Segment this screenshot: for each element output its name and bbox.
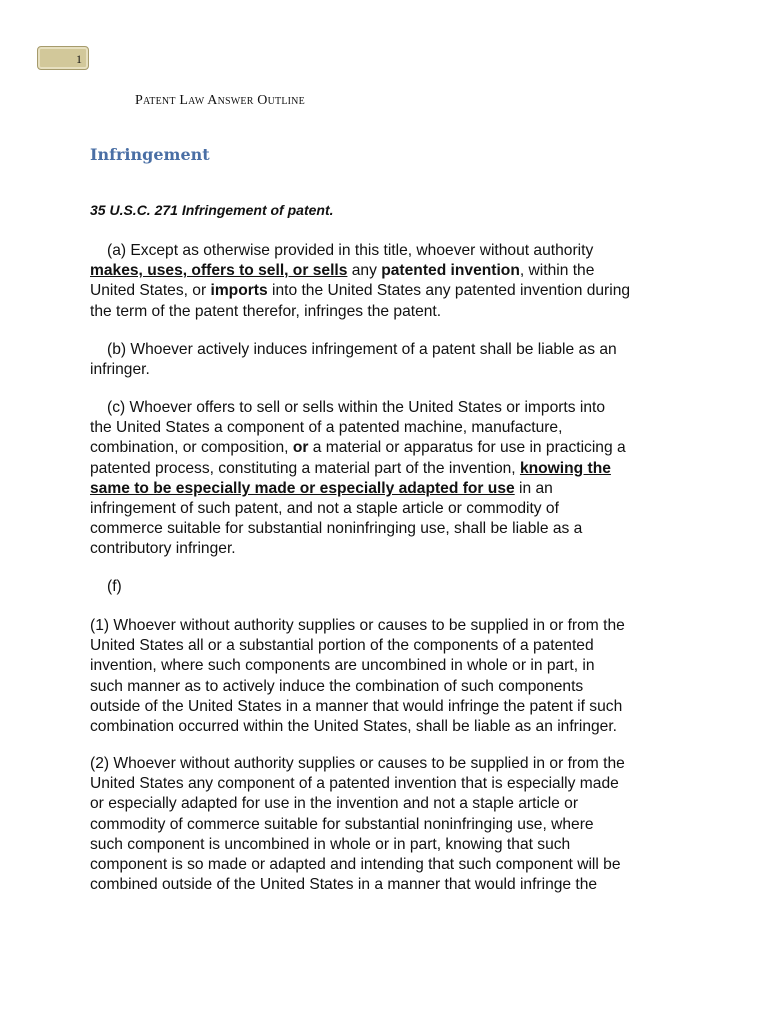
paragraph-c-line: infringement of such patent, and not a staple article or commodity of	[90, 500, 559, 518]
paragraph-f1-line: (1) Whoever without authority supplies or causes to be supplied in or from the	[90, 617, 625, 634]
paragraph-b-line: (b) Whoever actively induces infringement of a patent shall be liable as an	[107, 341, 617, 358]
emphasis-text: patented invention	[381, 262, 520, 280]
text-run: combination, or composition,	[90, 439, 293, 457]
paragraph-f1-line: invention, where such components are uncombined in whole or in part, in	[90, 657, 595, 675]
paragraph-a-line	[90, 281, 690, 301]
paragraph-f-label	[90, 577, 690, 597]
page-number: 1	[76, 52, 82, 66]
text-run: in an	[514, 479, 553, 497]
paragraph-c-line	[90, 438, 690, 458]
paragraph-f1-line: outside of the United States in a manner that would infringe the patent if such	[90, 697, 623, 715]
paragraph-f2-line: combined outside of the United States in a manner that would infringe the	[90, 876, 598, 894]
paragraph-c-line: the United States a component of a patented machine, manufacture,	[90, 419, 563, 437]
paragraph-f2	[90, 754, 690, 895]
paragraph-a-line: (a) Except as otherwise provided in this title, whoever without authority	[107, 242, 594, 259]
text-run: into the United States any patented invention during	[267, 282, 631, 300]
paragraph-f1-line: United States all or a substantial portion of the components of a patented	[90, 637, 594, 655]
paragraph-c-line	[90, 459, 690, 479]
text-run: , within the	[519, 262, 595, 280]
emphasis-text: knowing the	[519, 459, 611, 477]
paragraph-b	[90, 340, 690, 380]
paragraph-a-line	[90, 261, 690, 281]
paragraph-c-line: commerce suitable for substantial noninfringing use, shall be liable as a	[90, 520, 583, 538]
paragraph-a	[90, 241, 690, 322]
paragraph-f-label-text: (f)	[107, 578, 122, 595]
paragraph-f1-line: such manner as to actively induce the combination of such components	[90, 677, 584, 695]
paragraph-f2-line: component is so made or adapted and intending that such component will be	[90, 856, 621, 874]
paragraph-f2-line: (2) Whoever without authority supplies or causes to be supplied in or from the	[90, 755, 625, 772]
section-heading: Infringement	[90, 145, 210, 164]
text-run: any	[347, 262, 382, 280]
paragraph-c-line	[90, 479, 690, 499]
paragraph-f1-line: combination occurred within the United States, shall be liable as an infringer.	[90, 718, 618, 736]
emphasis-text: imports	[210, 282, 268, 300]
paragraph-f2-line: United States any component of a patented invention that is especially made	[90, 775, 619, 793]
paragraph-c-line: (c) Whoever offers to sell or sells within the United States or imports into	[107, 399, 606, 416]
paragraph-a-line: the term of the patent therefor, infringes the patent.	[90, 302, 442, 320]
paragraph-f2-line: commodity of commerce suitable for substantial noninfringing use, where	[90, 815, 594, 833]
text-run: a material or apparatus for use in practicing a	[308, 439, 626, 457]
text-run: patented process, constituting a material part of the invention,	[90, 459, 520, 477]
page-number-tab	[37, 46, 89, 70]
document-title: Patent Law Answer Outline	[135, 93, 305, 108]
paragraph-f2-line: or especially adapted for use in the invention and not a staple article or	[90, 795, 579, 813]
paragraph-c-line: contributory infringer.	[90, 540, 236, 558]
emphasis-text: makes, uses, offers to sell, or sells	[90, 262, 348, 280]
paragraph-f2-line: such component is uncombined in whole or in part, knowing that such	[90, 835, 571, 853]
paragraph-b-line: infringer.	[90, 361, 150, 379]
paragraph-f1	[90, 616, 690, 737]
text-run: United States, or	[90, 282, 211, 300]
statute-heading: 35 U.S.C. 271 Infringement of patent.	[90, 202, 334, 218]
paragraph-c	[90, 398, 690, 560]
emphasis-text: same to be especially made or especially adapted for use	[90, 479, 515, 497]
emphasis-text: or	[292, 439, 309, 457]
